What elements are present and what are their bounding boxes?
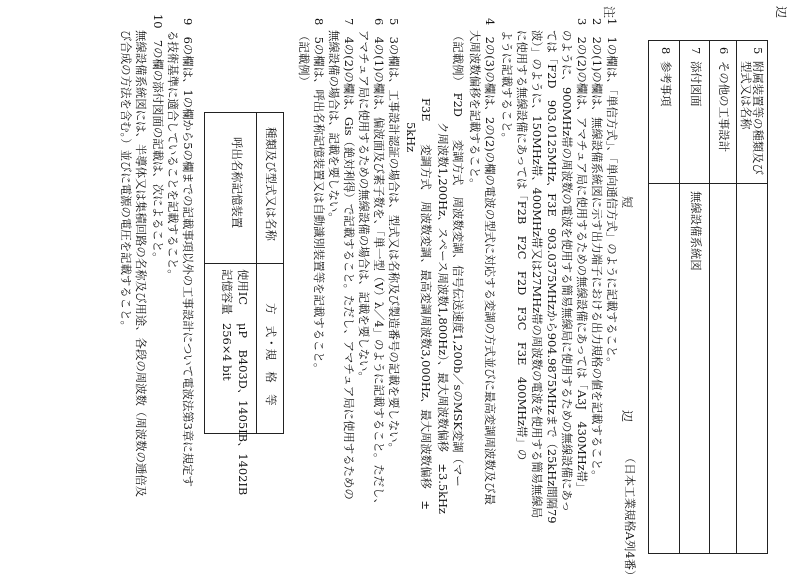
note-line: び合成の方法を含む。）並びに電源の電圧を記載すること。 bbox=[119, 30, 133, 332]
row-label: 附属装置等の種類及び型式又は名称 bbox=[739, 61, 765, 175]
row-number: 8 bbox=[659, 47, 673, 55]
row-label: その他の工事設計 bbox=[717, 61, 731, 153]
col2-key: 記憶容量 bbox=[220, 269, 234, 315]
col1-header: 種類及び型式又は名称 bbox=[264, 127, 278, 241]
notes-label: 注 bbox=[602, 6, 616, 19]
table-row bbox=[736, 41, 767, 553]
col1-value: 呼出名称記憶装置 bbox=[230, 137, 244, 229]
top-table bbox=[648, 40, 768, 554]
note-line: る技術基準に適合していることを記載すること。 bbox=[166, 30, 180, 281]
note-line: 3 2の(2)の欄は、アマチュア局に使用するための無線設備にあっては「A3J 430MHz帯」 bbox=[575, 18, 589, 494]
note-line: に使用する無線設備にあっては「F2B F2C F2D F3C F3E 400MHz帯」の bbox=[515, 30, 529, 461]
note-line: ように記載すること。 bbox=[500, 30, 514, 144]
note-line: 4 2の(3)の欄は、2の(2)の欄の電波の型式に対応する変調の方式並びに最高変調周波数及び最 bbox=[483, 18, 497, 505]
note-line: F3E 変調方式 周波数変調、最高変調周波数3,000Hz、最大周波数偏移 ± bbox=[419, 98, 433, 510]
short-side-label: 短 bbox=[620, 196, 634, 209]
note-line: ては「F2D 903.0125MHz、F3E 903.0375MHzから904.9875MHzまで（25kHz間隔79 bbox=[545, 30, 559, 524]
column-divider bbox=[205, 263, 283, 264]
note-line: 5 3の欄は、工事設計認証の場合は、型式又は名称及び製造番号の記載を要しない。 bbox=[387, 18, 401, 454]
note-line: 5kHz bbox=[404, 122, 418, 153]
example-table bbox=[204, 112, 284, 496]
row-label: 参考事項 bbox=[659, 61, 673, 107]
row-number: 5 bbox=[751, 47, 765, 55]
note-line: のように、900MHz帯の周波数の電波を使用する簡易無線局に使用するための無線設備にあっ bbox=[560, 30, 574, 513]
table-row bbox=[679, 41, 710, 553]
note-line: 7 4の(2)の欄は、Gis（絶対利得）で記載すること。ただし、アマチュア局に使用するための bbox=[342, 18, 356, 500]
row-divider bbox=[256, 113, 257, 433]
paper-size-label: （日本工業規格A列4番） bbox=[623, 452, 637, 581]
note-line: 無線設備の場合は、記載を要しない。 bbox=[327, 30, 341, 224]
note-line: 8 5の欄は、呼出名称記憶装置又は自動識別装置等を記載すること。 bbox=[312, 18, 326, 375]
note-line: 無線設備系統図には、半導体又は集積回路の名称及び用途、各段の周波数（周波数の逓倍及 bbox=[134, 30, 148, 498]
note-line: （記載例） F2D 変調方式 周波数変調、信号伝送速度1,200b／sのMSK変調（マー bbox=[451, 30, 465, 487]
note-line: ク周波数1,200Hz、スペース周波数1,800Hz）、最大周波数偏移 ±3.5kHz bbox=[436, 122, 450, 514]
note-line: 波）」のように、150MHz帯、400MHz帯又は27MHz帯の周波数の電波を使用する簡易無線局 bbox=[530, 30, 544, 519]
col2-value: 256×4 bit bbox=[220, 323, 234, 381]
table-row bbox=[709, 41, 737, 553]
row-label: 添付図面 bbox=[689, 61, 703, 107]
note-line: 9 6の欄は、1の欄から5の欄までの記載事項以外の工事設計について電波法第3章に規定す bbox=[181, 18, 195, 487]
note-line: 1 1の欄は、「単信方式」、「単向通信方式」のように記載すること。 bbox=[605, 18, 619, 369]
note-line: 大周波数偏移を記載すること。 bbox=[468, 30, 482, 190]
long-side-label: 辺 bbox=[620, 410, 634, 423]
note-line: アマチュア局に使用するための無線設備の場合は、記載を要しない。 bbox=[357, 30, 371, 383]
note-line: 2 2の(1)の欄は、無線設備系統図に示す出力端子における出力規格の値を記載すること。 bbox=[590, 18, 604, 482]
row-value: 無線設備系統図 bbox=[689, 191, 703, 271]
row-number: 7 bbox=[689, 47, 703, 55]
table-row bbox=[650, 41, 680, 553]
col2-key: 使用IC bbox=[236, 269, 250, 305]
note-line: （記載例） bbox=[297, 30, 311, 87]
row-number: 6 bbox=[717, 47, 731, 55]
col2-value: μP B403D、1405IB、1402IB bbox=[236, 323, 250, 496]
note-line: 6 4の(1)の欄は、偏波面及び素子数を、「単一型（V）λ／4」のように記載すること。ただし、 bbox=[372, 18, 386, 510]
corner-mark: 辺 bbox=[774, 6, 788, 19]
column-divider bbox=[649, 183, 767, 184]
col2-header: 方 式・規 格 等 bbox=[264, 303, 278, 406]
note-line: 10 7の欄の添付図面の記載は、次によること。 bbox=[151, 14, 165, 264]
